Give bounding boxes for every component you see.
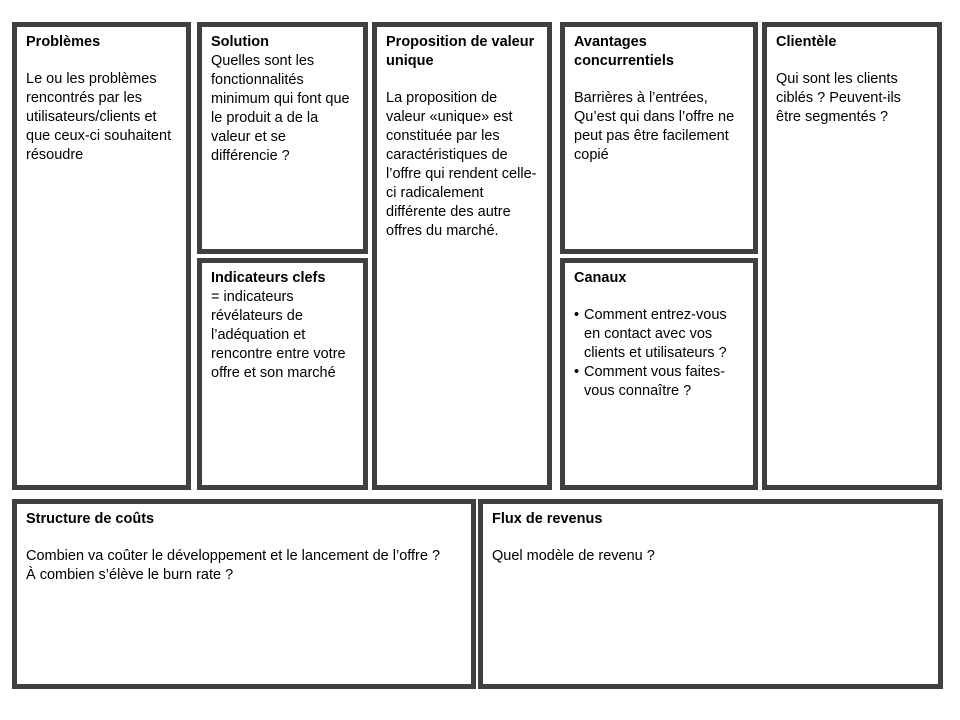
competitive-advantage-title: Avantages concurrentiels bbox=[574, 34, 674, 69]
value-proposition-block bbox=[372, 22, 552, 490]
solution-title: Solution bbox=[211, 34, 269, 50]
channels-block bbox=[560, 258, 758, 490]
cost-structure-block bbox=[12, 499, 476, 689]
channels-bullet-contact: • Comment entrez-vous en contact avec vos clients et utilisateurs ? bbox=[574, 306, 744, 363]
value-proposition-description: La proposition de valeur «unique» est constituée par les caractéristiques de l’offre qui rendent celle-ci radicalement différente des autre offres du marché. bbox=[386, 90, 537, 239]
cost-structure-title: Structure de coûts bbox=[26, 511, 155, 527]
solution-description: Quelles sont les fonctionnalités minimum qui font que le produit a de la valeur et se différencie ? bbox=[211, 53, 350, 164]
channels-list bbox=[574, 306, 744, 401]
customer-segments-title: Clientèle bbox=[776, 34, 837, 50]
problems-title: Problèmes bbox=[26, 34, 101, 50]
cost-structure-description: Combien va coûter le développement et le lancement de l’offre ? À combien s’élève le burn rate ? bbox=[26, 548, 441, 583]
problems-block bbox=[12, 22, 191, 490]
key-metrics-title: Indicateurs clefs bbox=[211, 270, 326, 286]
revenue-streams-block bbox=[478, 499, 943, 689]
problems-description: Le ou les problèmes rencontrés par les utilisateurs/clients et que ceux-ci souhaitent résoudre bbox=[26, 71, 172, 163]
channels-title: Canaux bbox=[574, 270, 627, 286]
revenue-streams-description: Quel modèle de revenu ? bbox=[492, 548, 655, 564]
value-proposition-title: Proposition de valeur unique bbox=[386, 34, 535, 69]
revenue-streams-title: Flux de revenus bbox=[492, 511, 603, 527]
customer-segments-block bbox=[762, 22, 942, 490]
competitive-advantage-block bbox=[560, 22, 758, 254]
channels-bullet-awareness: • Comment vous faites-vous connaître ? bbox=[574, 363, 744, 401]
solution-block bbox=[197, 22, 368, 254]
customer-segments-description: Qui sont les clients ciblés ? Peuvent-ils être segmentés ? bbox=[776, 71, 901, 125]
key-metrics-description: = indicateurs révélateurs de l’adéquation et rencontre entre votre offre et son marché bbox=[211, 289, 346, 381]
key-metrics-block bbox=[197, 258, 368, 490]
competitive-advantage-description: Barrières à l’entrées, Qu’est qui dans l’offre ne peut pas être facilement copié bbox=[574, 90, 735, 163]
